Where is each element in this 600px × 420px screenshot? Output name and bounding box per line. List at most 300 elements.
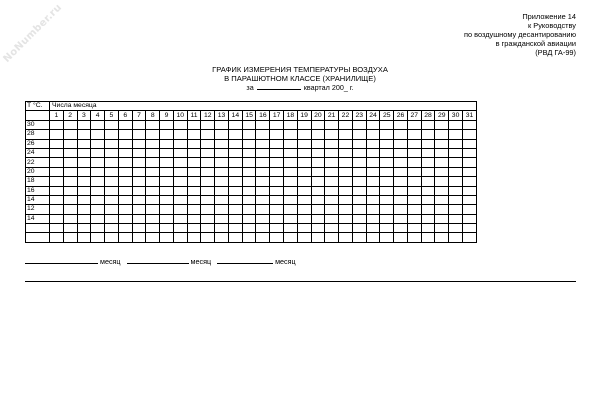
measurement-cell[interactable] [380,148,394,157]
measurement-cell[interactable] [462,233,476,242]
measurement-cell[interactable] [50,195,64,204]
measurement-cell[interactable] [146,120,160,129]
measurement-cell[interactable] [462,186,476,195]
measurement-cell[interactable] [284,148,298,157]
measurement-cell[interactable] [228,205,242,214]
month-blank-1[interactable] [25,256,98,264]
measurement-cell[interactable] [325,167,339,176]
measurement-cell[interactable] [77,158,91,167]
measurement-cell[interactable] [201,233,215,242]
measurement-cell[interactable] [311,139,325,148]
measurement-cell[interactable] [63,120,77,129]
measurement-cell[interactable] [407,214,421,223]
measurement-cell[interactable] [118,158,132,167]
measurement-cell[interactable] [435,195,449,204]
measurement-cell[interactable] [380,214,394,223]
measurement-cell[interactable] [297,158,311,167]
measurement-cell[interactable] [311,130,325,139]
measurement-cell[interactable] [339,233,353,242]
measurement-cell[interactable] [407,233,421,242]
measurement-cell[interactable] [77,195,91,204]
measurement-cell[interactable] [160,186,174,195]
measurement-cell[interactable] [91,214,105,223]
measurement-cell[interactable] [187,224,201,233]
measurement-cell[interactable] [435,233,449,242]
measurement-cell[interactable] [132,224,146,233]
measurement-cell[interactable] [270,195,284,204]
measurement-cell[interactable] [132,130,146,139]
period-blank[interactable] [257,83,301,90]
measurement-cell[interactable] [160,130,174,139]
measurement-cell[interactable] [339,214,353,223]
measurement-cell[interactable] [201,167,215,176]
measurement-cell[interactable] [352,186,366,195]
measurement-cell[interactable] [77,205,91,214]
measurement-cell[interactable] [352,120,366,129]
measurement-cell[interactable] [242,233,256,242]
measurement-cell[interactable] [352,130,366,139]
measurement-cell[interactable] [366,177,380,186]
measurement-cell[interactable] [118,195,132,204]
measurement-cell[interactable] [449,195,463,204]
measurement-cell[interactable] [297,139,311,148]
measurement-cell[interactable] [297,130,311,139]
measurement-cell[interactable] [118,167,132,176]
measurement-cell[interactable] [118,205,132,214]
measurement-cell[interactable] [146,233,160,242]
measurement-cell[interactable] [91,177,105,186]
measurement-cell[interactable] [394,195,408,204]
measurement-cell[interactable] [256,167,270,176]
measurement-cell[interactable] [435,205,449,214]
measurement-cell[interactable] [201,177,215,186]
measurement-cell[interactable] [173,120,187,129]
measurement-cell[interactable] [118,224,132,233]
measurement-cell[interactable] [105,139,119,148]
measurement-cell[interactable] [407,195,421,204]
measurement-cell[interactable] [407,120,421,129]
measurement-cell[interactable] [284,130,298,139]
measurement-cell[interactable] [297,148,311,157]
measurement-cell[interactable] [160,177,174,186]
measurement-cell[interactable] [284,186,298,195]
measurement-cell[interactable] [421,224,435,233]
measurement-cell[interactable] [449,130,463,139]
measurement-cell[interactable] [366,148,380,157]
measurement-cell[interactable] [160,214,174,223]
measurement-cell[interactable] [201,120,215,129]
measurement-cell[interactable] [215,148,229,157]
measurement-cell[interactable] [228,139,242,148]
measurement-cell[interactable] [228,177,242,186]
measurement-cell[interactable] [435,130,449,139]
measurement-cell[interactable] [256,224,270,233]
measurement-cell[interactable] [449,224,463,233]
measurement-cell[interactable] [242,224,256,233]
measurement-cell[interactable] [187,167,201,176]
measurement-cell[interactable] [215,195,229,204]
measurement-cell[interactable] [284,195,298,204]
measurement-cell[interactable] [201,205,215,214]
measurement-cell[interactable] [366,214,380,223]
measurement-cell[interactable] [394,130,408,139]
measurement-cell[interactable] [173,233,187,242]
measurement-cell[interactable] [366,167,380,176]
measurement-cell[interactable] [91,167,105,176]
measurement-cell[interactable] [160,167,174,176]
measurement-cell[interactable] [50,158,64,167]
measurement-cell[interactable] [352,214,366,223]
measurement-cell[interactable] [146,167,160,176]
measurement-cell[interactable] [105,186,119,195]
measurement-cell[interactable] [160,224,174,233]
measurement-cell[interactable] [77,120,91,129]
measurement-cell[interactable] [105,233,119,242]
month-blank-3[interactable] [217,256,273,264]
measurement-cell[interactable] [173,177,187,186]
measurement-cell[interactable] [228,167,242,176]
measurement-cell[interactable] [77,148,91,157]
measurement-cell[interactable] [366,224,380,233]
measurement-cell[interactable] [339,120,353,129]
measurement-cell[interactable] [270,148,284,157]
measurement-cell[interactable] [270,130,284,139]
measurement-cell[interactable] [256,177,270,186]
measurement-cell[interactable] [77,177,91,186]
measurement-cell[interactable] [187,214,201,223]
measurement-cell[interactable] [132,148,146,157]
measurement-cell[interactable] [187,186,201,195]
measurement-cell[interactable] [63,233,77,242]
measurement-cell[interactable] [325,148,339,157]
measurement-cell[interactable] [449,205,463,214]
measurement-cell[interactable] [421,130,435,139]
measurement-cell[interactable] [325,195,339,204]
measurement-cell[interactable] [284,233,298,242]
measurement-cell[interactable] [325,233,339,242]
measurement-cell[interactable] [394,148,408,157]
measurement-cell[interactable] [91,120,105,129]
measurement-cell[interactable] [187,177,201,186]
measurement-cell[interactable] [215,120,229,129]
measurement-cell[interactable] [173,148,187,157]
measurement-cell[interactable] [50,205,64,214]
measurement-cell[interactable] [311,233,325,242]
measurement-cell[interactable] [187,158,201,167]
measurement-cell[interactable] [421,158,435,167]
measurement-cell[interactable] [311,167,325,176]
measurement-cell[interactable] [105,158,119,167]
measurement-cell[interactable] [339,139,353,148]
measurement-cell[interactable] [380,233,394,242]
measurement-cell[interactable] [63,177,77,186]
measurement-cell[interactable] [380,139,394,148]
measurement-cell[interactable] [242,195,256,204]
measurement-cell[interactable] [407,130,421,139]
measurement-cell[interactable] [339,148,353,157]
measurement-cell[interactable] [105,195,119,204]
measurement-cell[interactable] [77,130,91,139]
measurement-cell[interactable] [421,214,435,223]
measurement-cell[interactable] [91,205,105,214]
measurement-cell[interactable] [435,186,449,195]
measurement-cell[interactable] [228,186,242,195]
measurement-cell[interactable] [187,130,201,139]
measurement-cell[interactable] [173,195,187,204]
measurement-cell[interactable] [118,148,132,157]
measurement-cell[interactable] [215,167,229,176]
measurement-cell[interactable] [462,214,476,223]
measurement-cell[interactable] [256,130,270,139]
measurement-cell[interactable] [91,224,105,233]
measurement-cell[interactable] [394,233,408,242]
measurement-cell[interactable] [132,158,146,167]
measurement-cell[interactable] [421,186,435,195]
measurement-cell[interactable] [201,195,215,204]
measurement-cell[interactable] [311,158,325,167]
measurement-cell[interactable] [339,167,353,176]
measurement-cell[interactable] [449,214,463,223]
measurement-cell[interactable] [118,139,132,148]
measurement-cell[interactable] [77,214,91,223]
measurement-cell[interactable] [325,177,339,186]
measurement-cell[interactable] [449,139,463,148]
measurement-cell[interactable] [50,130,64,139]
measurement-cell[interactable] [407,139,421,148]
measurement-cell[interactable] [105,205,119,214]
measurement-cell[interactable] [256,214,270,223]
measurement-cell[interactable] [91,195,105,204]
measurement-cell[interactable] [63,148,77,157]
measurement-cell[interactable] [118,120,132,129]
measurement-cell[interactable] [366,195,380,204]
measurement-cell[interactable] [339,158,353,167]
measurement-cell[interactable] [435,139,449,148]
measurement-cell[interactable] [449,167,463,176]
measurement-cell[interactable] [339,195,353,204]
measurement-cell[interactable] [380,177,394,186]
measurement-cell[interactable] [105,224,119,233]
measurement-cell[interactable] [77,233,91,242]
measurement-cell[interactable] [173,130,187,139]
measurement-cell[interactable] [118,177,132,186]
measurement-cell[interactable] [407,158,421,167]
measurement-cell[interactable] [380,195,394,204]
measurement-cell[interactable] [297,195,311,204]
measurement-cell[interactable] [284,158,298,167]
measurement-cell[interactable] [284,167,298,176]
measurement-cell[interactable] [407,186,421,195]
measurement-cell[interactable] [160,148,174,157]
measurement-cell[interactable] [228,233,242,242]
measurement-cell[interactable] [228,214,242,223]
measurement-cell[interactable] [215,139,229,148]
measurement-cell[interactable] [462,224,476,233]
measurement-cell[interactable] [270,186,284,195]
measurement-cell[interactable] [146,139,160,148]
measurement-cell[interactable] [105,120,119,129]
measurement-cell[interactable] [311,224,325,233]
measurement-cell[interactable] [421,195,435,204]
measurement-cell[interactable] [201,224,215,233]
measurement-cell[interactable] [63,205,77,214]
measurement-cell[interactable] [366,139,380,148]
measurement-cell[interactable] [435,120,449,129]
measurement-cell[interactable] [256,158,270,167]
measurement-cell[interactable] [352,177,366,186]
measurement-cell[interactable] [215,177,229,186]
measurement-cell[interactable] [421,120,435,129]
measurement-cell[interactable] [242,167,256,176]
measurement-cell[interactable] [394,177,408,186]
measurement-cell[interactable] [449,233,463,242]
measurement-cell[interactable] [325,224,339,233]
measurement-cell[interactable] [105,167,119,176]
measurement-cell[interactable] [228,158,242,167]
measurement-cell[interactable] [173,186,187,195]
measurement-cell[interactable] [105,177,119,186]
measurement-cell[interactable] [63,214,77,223]
measurement-cell[interactable] [394,120,408,129]
measurement-cell[interactable] [63,186,77,195]
measurement-cell[interactable] [380,120,394,129]
measurement-cell[interactable] [352,224,366,233]
measurement-cell[interactable] [242,205,256,214]
measurement-cell[interactable] [201,214,215,223]
measurement-cell[interactable] [449,186,463,195]
measurement-cell[interactable] [118,186,132,195]
measurement-cell[interactable] [187,233,201,242]
measurement-cell[interactable] [462,139,476,148]
measurement-cell[interactable] [366,120,380,129]
measurement-cell[interactable] [105,148,119,157]
measurement-cell[interactable] [187,139,201,148]
measurement-cell[interactable] [173,158,187,167]
measurement-cell[interactable] [352,205,366,214]
measurement-cell[interactable] [132,177,146,186]
measurement-cell[interactable] [118,233,132,242]
measurement-cell[interactable] [270,233,284,242]
measurement-cell[interactable] [435,177,449,186]
measurement-cell[interactable] [449,158,463,167]
measurement-cell[interactable] [421,177,435,186]
measurement-cell[interactable] [215,205,229,214]
measurement-cell[interactable] [201,139,215,148]
measurement-cell[interactable] [146,214,160,223]
measurement-cell[interactable] [297,120,311,129]
measurement-cell[interactable] [325,130,339,139]
measurement-cell[interactable] [435,148,449,157]
measurement-cell[interactable] [352,158,366,167]
measurement-cell[interactable] [256,186,270,195]
measurement-cell[interactable] [201,186,215,195]
measurement-cell[interactable] [63,158,77,167]
measurement-cell[interactable] [132,205,146,214]
measurement-cell[interactable] [366,158,380,167]
measurement-cell[interactable] [146,177,160,186]
measurement-cell[interactable] [325,120,339,129]
measurement-cell[interactable] [228,130,242,139]
measurement-cell[interactable] [462,148,476,157]
measurement-cell[interactable] [132,120,146,129]
measurement-cell[interactable] [421,139,435,148]
measurement-cell[interactable] [160,233,174,242]
measurement-cell[interactable] [215,186,229,195]
measurement-cell[interactable] [228,120,242,129]
measurement-cell[interactable] [77,224,91,233]
measurement-cell[interactable] [270,177,284,186]
measurement-cell[interactable] [366,233,380,242]
measurement-cell[interactable] [242,158,256,167]
measurement-cell[interactable] [50,177,64,186]
measurement-cell[interactable] [146,224,160,233]
measurement-cell[interactable] [407,167,421,176]
measurement-cell[interactable] [132,195,146,204]
measurement-cell[interactable] [132,233,146,242]
measurement-cell[interactable] [297,205,311,214]
measurement-cell[interactable] [394,186,408,195]
measurement-cell[interactable] [394,158,408,167]
measurement-cell[interactable] [173,167,187,176]
measurement-cell[interactable] [462,130,476,139]
measurement-cell[interactable] [366,205,380,214]
measurement-cell[interactable] [63,130,77,139]
measurement-cell[interactable] [132,214,146,223]
measurement-cell[interactable] [242,120,256,129]
measurement-cell[interactable] [50,224,64,233]
measurement-cell[interactable] [462,158,476,167]
measurement-cell[interactable] [297,214,311,223]
measurement-cell[interactable] [91,186,105,195]
measurement-cell[interactable] [352,167,366,176]
measurement-cell[interactable] [407,148,421,157]
measurement-cell[interactable] [270,167,284,176]
measurement-cell[interactable] [160,120,174,129]
measurement-cell[interactable] [297,177,311,186]
measurement-cell[interactable] [325,205,339,214]
measurement-cell[interactable] [160,158,174,167]
measurement-cell[interactable] [242,148,256,157]
measurement-cell[interactable] [380,130,394,139]
measurement-cell[interactable] [297,233,311,242]
measurement-cell[interactable] [242,186,256,195]
measurement-cell[interactable] [146,158,160,167]
measurement-cell[interactable] [407,224,421,233]
measurement-cell[interactable] [270,224,284,233]
measurement-cell[interactable] [63,167,77,176]
measurement-cell[interactable] [339,130,353,139]
measurement-cell[interactable] [339,177,353,186]
measurement-cell[interactable] [380,186,394,195]
measurement-cell[interactable] [160,205,174,214]
measurement-cell[interactable] [256,139,270,148]
measurement-cell[interactable] [311,177,325,186]
measurement-cell[interactable] [132,167,146,176]
measurement-cell[interactable] [215,214,229,223]
measurement-cell[interactable] [325,186,339,195]
measurement-cell[interactable] [77,186,91,195]
measurement-cell[interactable] [311,195,325,204]
measurement-cell[interactable] [339,205,353,214]
measurement-cell[interactable] [270,158,284,167]
measurement-cell[interactable] [228,195,242,204]
measurement-cell[interactable] [215,224,229,233]
measurement-cell[interactable] [242,130,256,139]
measurement-cell[interactable] [325,158,339,167]
measurement-cell[interactable] [50,120,64,129]
measurement-cell[interactable] [311,120,325,129]
measurement-cell[interactable] [462,177,476,186]
